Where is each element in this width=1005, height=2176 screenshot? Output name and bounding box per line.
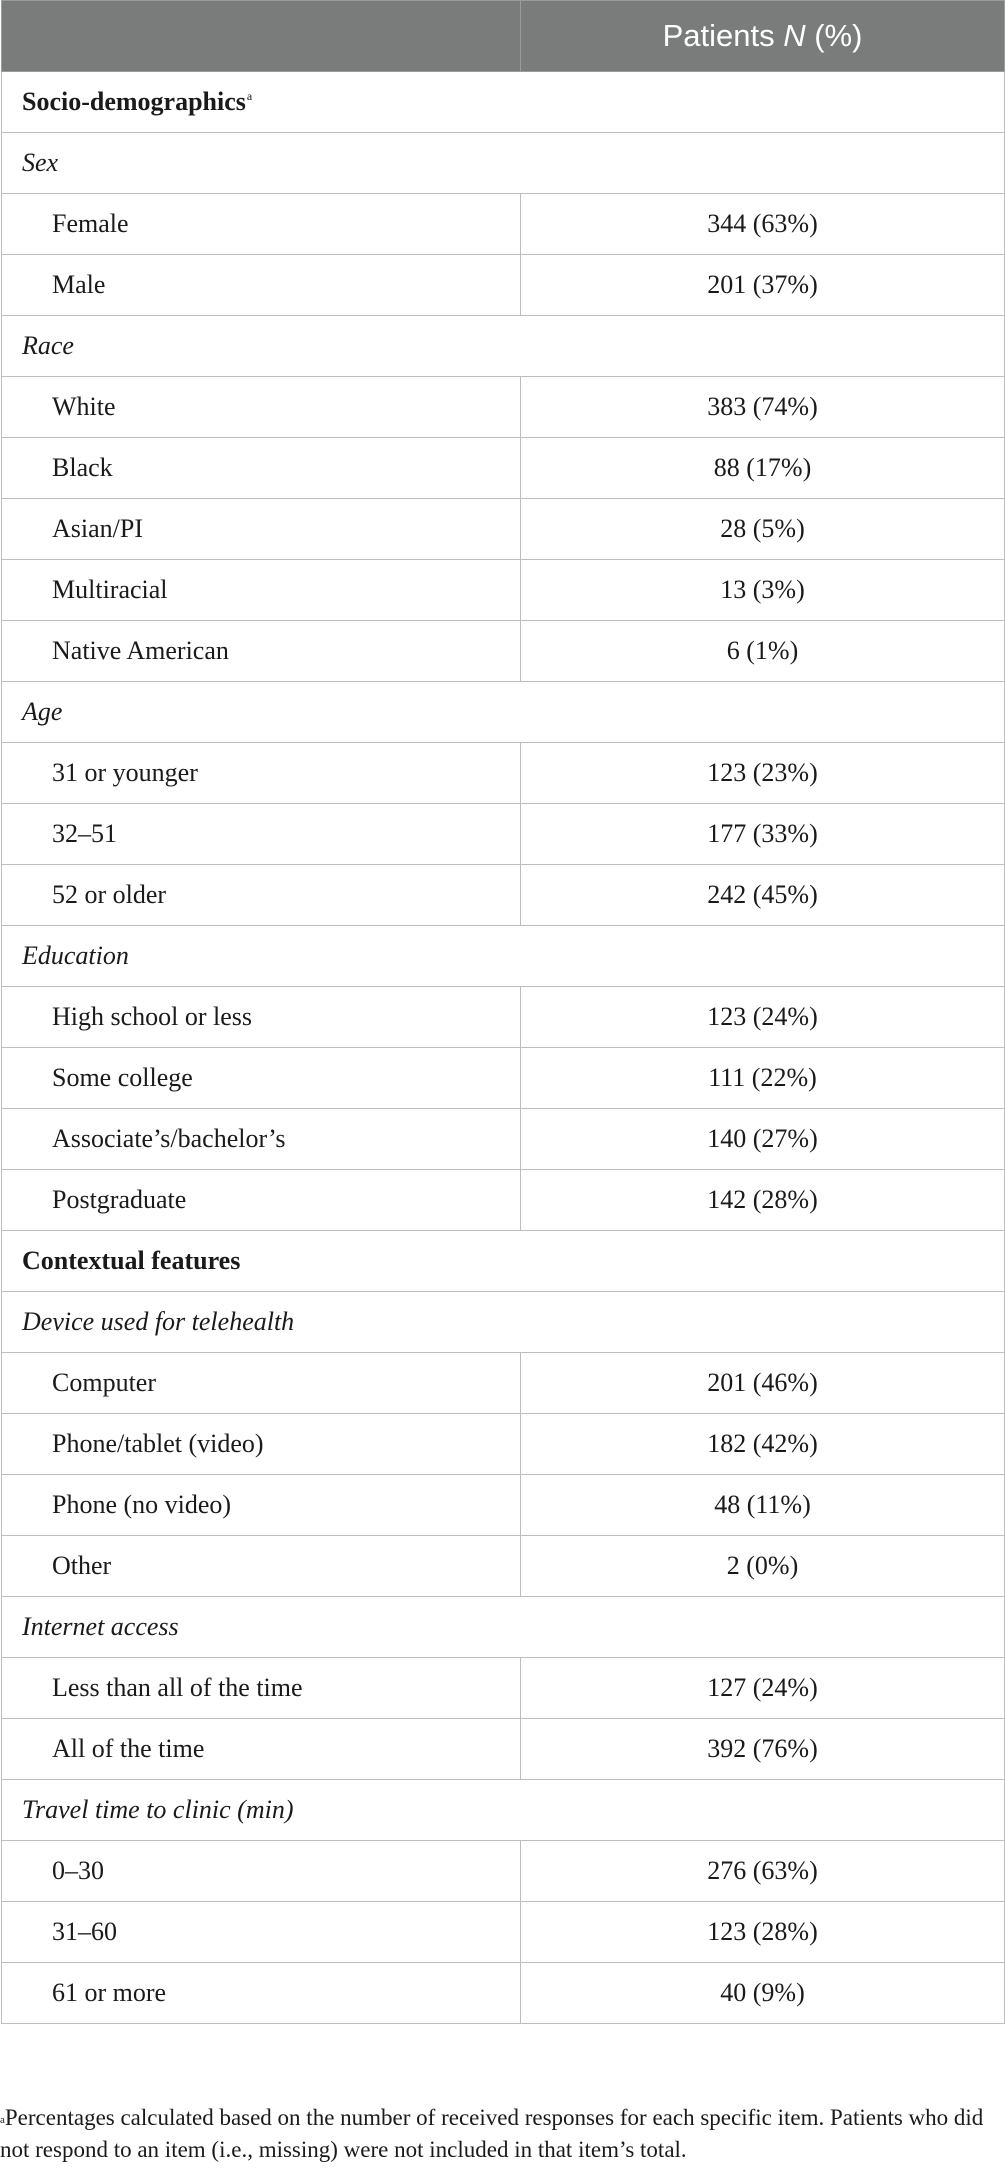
row-label: 52 or older [2,865,521,926]
row-label: Native American [2,621,521,682]
row-value: 48 (11%) [521,1475,1005,1536]
row-label: 31 or younger [2,743,521,804]
table-row [2,1963,1005,2024]
row-label: White [2,377,521,438]
row-label: Phone (no video) [2,1475,521,1536]
table-row [2,1414,1005,1475]
category-row [2,1780,1005,1841]
table-row [2,499,1005,560]
row-label: 32–51 [2,804,521,865]
table-row [2,1658,1005,1719]
row-value: 123 (24%) [521,987,1005,1048]
table-row [2,194,1005,255]
row-value: 383 (74%) [521,377,1005,438]
row-label: High school or less [2,987,521,1048]
category-label: Education [2,926,1005,987]
header-patients-cell [521,1,1005,72]
row-value: 242 (45%) [521,865,1005,926]
header-n-italic: N [783,18,806,53]
header-prefix: Patients [662,18,784,53]
category-row [2,1597,1005,1658]
row-label: Black [2,438,521,499]
row-label: All of the time [2,1719,521,1780]
row-label: Female [2,194,521,255]
category-label: Sex [2,133,1005,194]
row-label: Asian/PI [2,499,521,560]
table-row [2,1475,1005,1536]
row-value: 344 (63%) [521,194,1005,255]
row-label: Less than all of the time [2,1658,521,1719]
table-row [2,1902,1005,1963]
section-title-cell [2,72,1005,133]
demographics-table [1,0,1005,2024]
category-row [2,1292,1005,1353]
row-label: Postgraduate [2,1170,521,1231]
row-label: 0–30 [2,1841,521,1902]
row-value: 28 (5%) [521,499,1005,560]
row-value: 276 (63%) [521,1841,1005,1902]
table-row [2,804,1005,865]
header-label-cell [2,1,521,72]
row-value: 40 (9%) [521,1963,1005,2024]
category-row [2,682,1005,743]
row-value: 123 (23%) [521,743,1005,804]
table-row [2,255,1005,316]
table-header [2,1,1005,72]
section-footnote-marker: a [246,89,253,104]
category-row [2,316,1005,377]
row-value: 127 (24%) [521,1658,1005,1719]
row-label: Some college [2,1048,521,1109]
table-row [2,743,1005,804]
row-value: 13 (3%) [521,560,1005,621]
row-value: 88 (17%) [521,438,1005,499]
table-row [2,560,1005,621]
header-suffix: (%) [805,18,863,53]
row-value: 182 (42%) [521,1414,1005,1475]
table-row [2,865,1005,926]
section-title: Contextual features [22,1246,241,1275]
row-value: 111 (22%) [521,1048,1005,1109]
row-label: Computer [2,1353,521,1414]
row-label: Male [2,255,521,316]
row-label: 31–60 [2,1902,521,1963]
section-title: Socio-demographics [22,87,246,116]
row-value: 201 (46%) [521,1353,1005,1414]
category-row [2,926,1005,987]
row-label: Multiracial [2,560,521,621]
table-row [2,1841,1005,1902]
footnote-marker: a [0,2114,5,2126]
row-value: 201 (37%) [521,255,1005,316]
category-label: Age [2,682,1005,743]
table-row [2,1048,1005,1109]
category-label: Race [2,316,1005,377]
row-value: 140 (27%) [521,1109,1005,1170]
row-label: Phone/tablet (video) [2,1414,521,1475]
table-row [2,987,1005,1048]
table-row [2,1719,1005,1780]
row-value: 6 (1%) [521,621,1005,682]
row-value: 142 (28%) [521,1170,1005,1231]
category-label: Travel time to clinic (min) [2,1780,1005,1841]
section-row [2,1231,1005,1292]
table-row [2,1109,1005,1170]
section-row [2,72,1005,133]
table-row [2,1353,1005,1414]
category-label: Device used for telehealth [2,1292,1005,1353]
row-label: Associate’s/bachelor’s [2,1109,521,1170]
table-row [2,1536,1005,1597]
section-title-cell [2,1231,1005,1292]
footnote [0,2102,1005,2166]
category-label: Internet access [2,1597,1005,1658]
footnote-text: Percentages calculated based on the number of received responses for each specific item. Patients who did not respond to an item (i.e., missing) were not included in that item’s total. [0,2105,984,2162]
table-body [2,72,1005,2024]
category-row [2,133,1005,194]
table-row [2,621,1005,682]
row-value: 177 (33%) [521,804,1005,865]
row-value: 123 (28%) [521,1902,1005,1963]
row-label: Other [2,1536,521,1597]
row-value: 392 (76%) [521,1719,1005,1780]
row-value: 2 (0%) [521,1536,1005,1597]
row-label: 61 or more [2,1963,521,2024]
header-row [2,1,1005,72]
table-row [2,438,1005,499]
table-row [2,1170,1005,1231]
table-row [2,377,1005,438]
